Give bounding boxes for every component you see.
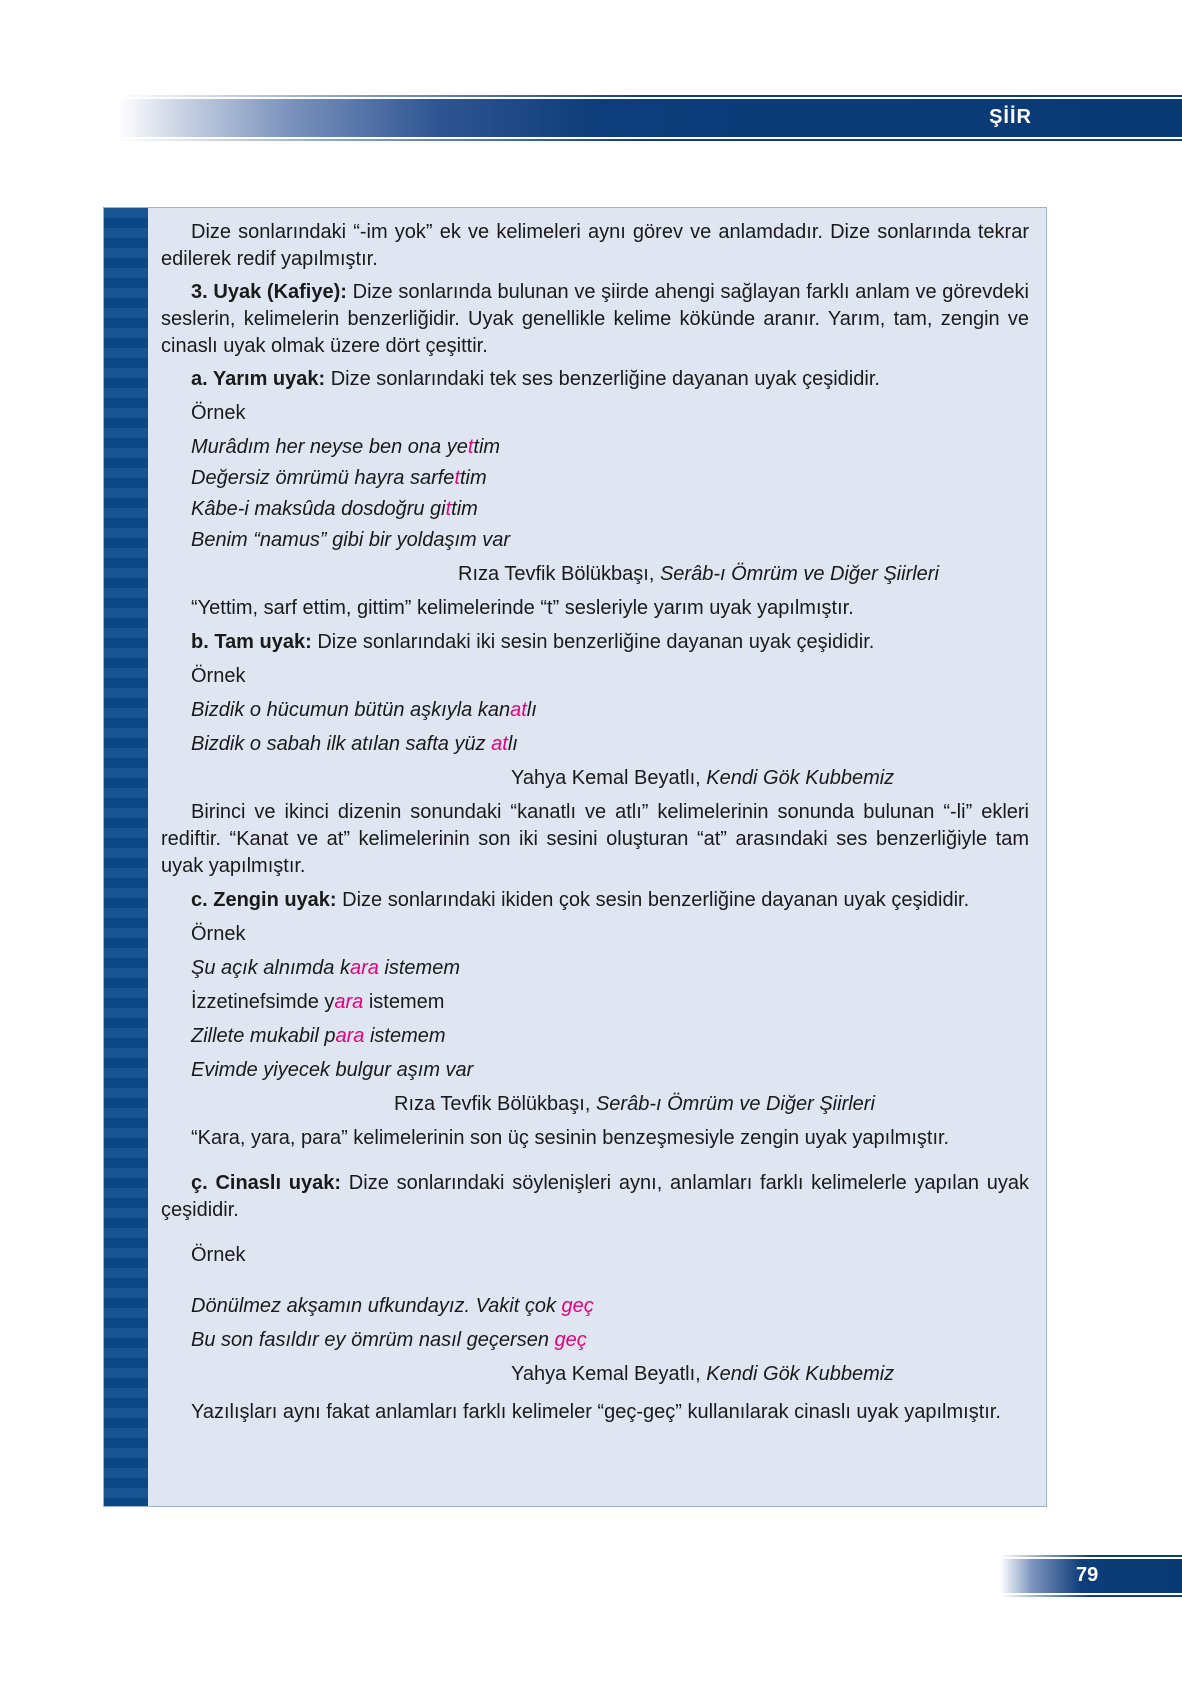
half-rhyme-text: Dize sonlarındaki tek ses benzerliğine dayanan uyak çeşididir. xyxy=(325,368,880,390)
page-footer-band xyxy=(1000,1559,1182,1593)
redif-paragraph: Dize sonlarındaki “-im yok” ek ve kelimeleri aynı görev ve anlamdadır. Dize sonlarında tekrar edilerek redif yapılmıştır. xyxy=(161,221,1029,270)
rich-rhyme-verse-3: Zillete mukabil para istemem xyxy=(191,1025,446,1047)
half-rhyme-citation: Rıza Tevfik Bölükbaşı, Serâb-ı Ömrüm ve Diğer Şiirleri xyxy=(458,563,939,585)
full-rhyme-title: b. Tam uyak: xyxy=(191,631,312,653)
rhyme-highlight: ara xyxy=(335,1025,365,1047)
rich-rhyme-verse-2: İzzetinefsimde yara istemem xyxy=(191,991,445,1013)
half-rhyme-definition xyxy=(161,366,1029,393)
full-rhyme-citation: Yahya Kemal Beyatlı, Kendi Gök Kubbemiz xyxy=(511,767,895,789)
pun-rhyme-verse-1: Dönülmez akşamın ufkundayız. Vakit çok geç xyxy=(191,1295,594,1317)
rhyme-highlight: t xyxy=(454,467,460,489)
uyak-definition xyxy=(161,279,1029,360)
rich-rhyme-example-label: Örnek xyxy=(191,923,246,945)
half-rhyme-example-label: Örnek xyxy=(191,402,246,424)
rhyme-highlight: t xyxy=(467,436,474,458)
rich-rhyme-verse-4: Evimde yiyecek bulgur aşım var xyxy=(191,1059,474,1081)
content-box xyxy=(103,207,1047,1507)
full-rhyme-definition xyxy=(161,629,1029,656)
rich-rhyme-citation: Rıza Tevfik Bölükbaşı, Serâb-ı Ömrüm ve Diğer Şiirleri xyxy=(394,1093,875,1115)
rhyme-highlight: geç xyxy=(554,1329,587,1351)
rich-rhyme-text: Dize sonlarındaki ikiden çok sesin benzerliğine dayanan uyak çeşididir. xyxy=(336,889,970,911)
rhyme-highlight: at xyxy=(510,699,527,721)
half-rhyme-verse-3: Kâbe-i maksûda dosdoğru gittim xyxy=(191,498,478,520)
rhyme-highlight: at xyxy=(491,733,508,755)
pun-rhyme-explanation: Yazılışları aynı fakat anlamları farklı kelimeler “geç-geç” kullanılarak cinaslı uyak yapılmıştır. xyxy=(191,1401,1001,1423)
rhyme-highlight: ara xyxy=(349,957,379,979)
full-rhyme-verse-1: Bizdik o hücumun bütün aşkıyla kanatlı xyxy=(191,699,537,721)
pun-rhyme-citation: Yahya Kemal Beyatlı, Kendi Gök Kubbemiz xyxy=(511,1363,895,1385)
chapter-header-band xyxy=(118,99,1182,137)
pun-rhyme-definition xyxy=(161,1170,1029,1224)
rhyme-highlight: geç xyxy=(561,1295,594,1317)
rich-rhyme-title: c. Zengin uyak: xyxy=(191,889,337,911)
uyak-title: 3. Uyak (Kafiye): xyxy=(191,281,347,303)
half-rhyme-title: a. Yarım uyak: xyxy=(191,368,326,390)
rich-rhyme-verse-1: Şu açık alnımda kara istemem xyxy=(191,957,460,979)
half-rhyme-verse-4: Benim “namus” gibi bir yoldaşım var xyxy=(191,529,510,551)
decorative-left-strip xyxy=(104,208,148,1506)
text-area xyxy=(161,219,1029,1426)
chapter-title: ŞİİR xyxy=(989,106,1032,128)
full-rhyme-verse-2: Bizdik o sabah ilk atılan safta yüz atlı xyxy=(191,733,518,755)
half-rhyme-verse-2: Değersiz ömrümü hayra sarfettim xyxy=(191,467,487,489)
pun-rhyme-text: Dize sonlarındaki söylenişleri aynı, anlamları farklı kelimelerle yapılan uyak çeşididir. xyxy=(161,1172,1029,1221)
rhyme-highlight: ara xyxy=(334,991,364,1013)
rhyme-highlight: t xyxy=(445,498,452,520)
pun-rhyme-title: ç. Cinaslı uyak: xyxy=(191,1172,342,1194)
uyak-text: Dize sonlarında bulunan ve şiirde ahengi sağlayan farklı anlam ve görevdeki seslerin, kelimelerin benzerliğidir. Uyak genellikle kelime kökünde aranır. Yarım, tam, zengin ve cinaslı uyak olmak üzere dört çeşittir. xyxy=(161,281,1029,357)
half-rhyme-verse-1: Murâdım her neyse ben ona yettim xyxy=(191,436,501,458)
pun-rhyme-verse-2: Bu son fasıldır ey ömrüm nasıl geçersen geç xyxy=(191,1329,587,1351)
full-rhyme-text: Dize sonlarındaki iki sesin benzerliğine dayanan uyak çeşididir. xyxy=(311,631,875,653)
page-number: 79 xyxy=(1076,1564,1099,1586)
full-rhyme-explanation: Birinci ve ikinci dizenin sonundaki “kanatlı ve atlı” kelimelerinin sonunda bulunan “-li” ekleri rediftir. “Kanat ve at” kelimelerinin son iki sesini oluşturan “at” arasındaki ses benzerliğiyle tam uyak yapılmıştır. xyxy=(161,801,1029,877)
half-rhyme-explanation: “Yettim, sarf ettim, gittim” kelimelerinde “t” sesleriyle yarım uyak yapılmıştır. xyxy=(191,597,854,619)
rich-rhyme-explanation: “Kara, yara, para” kelimelerinin son üç sesinin benzeşmesiyle zengin uyak yapılmıştır. xyxy=(191,1127,950,1149)
pun-rhyme-example-label: Örnek xyxy=(191,1244,246,1266)
full-rhyme-example-label: Örnek xyxy=(191,665,246,687)
rich-rhyme-definition xyxy=(161,887,1029,914)
